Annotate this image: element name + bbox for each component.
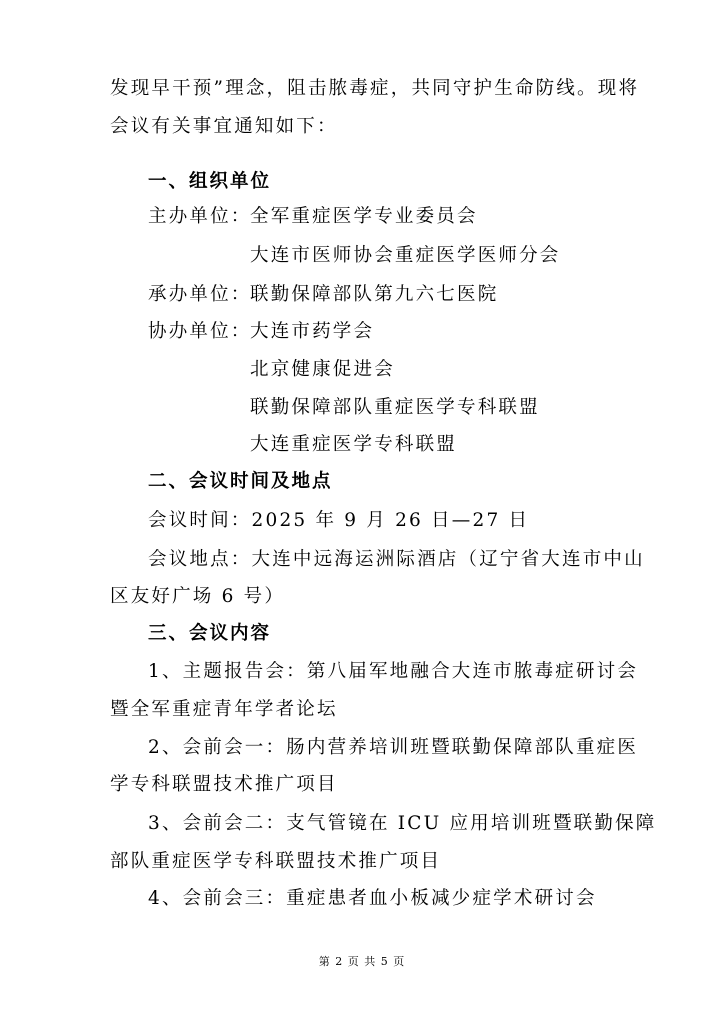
intro-line-1: 发现早干预”理念，阻击脓毒症，共同守护生命防线。现将	[110, 78, 640, 99]
co-organizer-unit-4: 大连重症医学专科联盟	[250, 434, 458, 455]
intro-line-2: 会议有关事宜通知如下：	[110, 116, 338, 137]
host-unit-1: 全军重症医学专业委员会	[250, 206, 478, 227]
section-heading-content: 三、会议内容	[148, 623, 272, 644]
content-item-3-line-1: 3、会前会二：支气管镜在 ICU 应用培训班暨联勤保障	[148, 813, 657, 834]
content-item-2-line-2: 学专科联盟技术推广项目	[110, 774, 338, 795]
host-unit-2: 大连市医师协会重症医学医师分会	[250, 245, 561, 266]
organizer-label: 承办单位：	[148, 284, 252, 305]
meeting-time: 会议时间：2025 年 9 月 26 日—27 日	[148, 510, 530, 531]
organizer-unit-1: 联勤保障部队第九六七医院	[250, 284, 499, 305]
content-item-1-line-1: 1、主题报告会：第八届军地融合大连市脓毒症研讨会	[148, 661, 639, 682]
co-organizer-unit-3: 联勤保障部队重症医学专科联盟	[250, 397, 540, 418]
meeting-place-line-2: 区友好广场 6 号）	[110, 586, 286, 607]
meeting-place-line-1: 会议地点：大连中远海运洲际酒店（辽宁省大连市中山	[148, 549, 645, 570]
co-organizer-unit-1: 大连市药学会	[250, 321, 375, 342]
content-item-3-line-2: 部队重症医学专科联盟技术推广项目	[110, 851, 442, 872]
content-item-2-line-1: 2、会前会一：肠内营养培训班暨联勤保障部队重症医	[148, 737, 639, 758]
page-number-footer: 第 2 页 共 5 页	[318, 955, 406, 968]
content-item-4-line-1: 4、会前会三：重症患者血小板减少症学术研讨会	[148, 888, 597, 909]
section-heading-time-place: 二、会议时间及地点	[148, 471, 333, 492]
content-item-1-line-2: 暨全军重症青年学者论坛	[110, 699, 338, 720]
co-organizer-unit-2: 北京健康促进会	[250, 359, 395, 380]
co-organizer-label: 协办单位：	[148, 321, 252, 342]
host-label: 主办单位：	[148, 206, 252, 227]
section-heading-organizers: 一、组织单位	[148, 171, 272, 192]
